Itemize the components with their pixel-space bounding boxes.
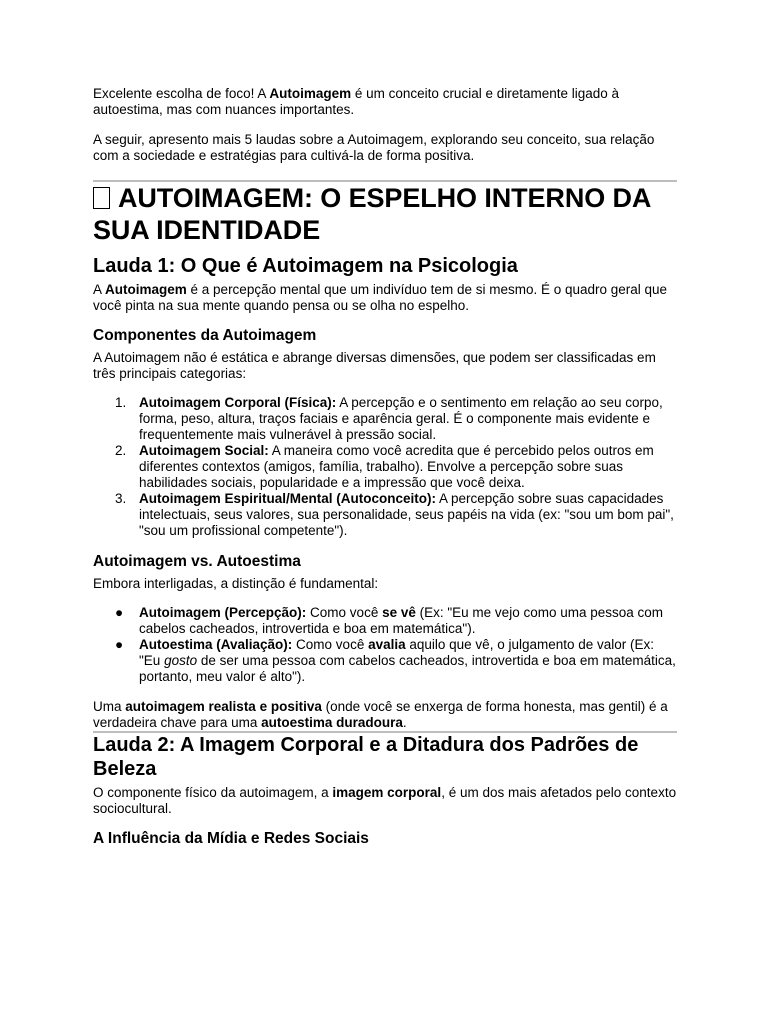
- list-item: ● Autoestima (Avaliação): Como você avalia aquilo que vê, o julgamento de valor (Ex: "Eu gosto de ser uma pessoa com cabelos cacheados, introvertida e boa em matemática, portanto, meu valor é alto").: [115, 637, 676, 684]
- intro-paragraph-2: A seguir, apresento mais 5 laudas sobre a Autoimagem, explorando seu conceito, sua relação com a sociedade e estratégias para cultivá-la de forma positiva.: [93, 132, 655, 163]
- document-title: AUTOIMAGEM: O ESPELHO INTERNO DA SUA IDENTIDADE: [93, 183, 651, 245]
- document-content: [93, 86, 677, 853]
- lauda-2-paragraph: O componente físico da autoimagem, a imagem corporal, é um dos mais afetados pelo contexto sociocultural.: [93, 785, 677, 816]
- vs-heading: Autoimagem vs. Autoestima: [93, 553, 301, 570]
- list-item: 2. Autoimagem Social: A maneira como você acredita que é percebido pelos outros em diferentes contextos (amigos, família, trabalho). Envolve a percepção sobre suas habilidades sociais, popularidade e a impressão que você deixa.: [115, 443, 654, 490]
- bullet-icon: ●: [115, 605, 124, 620]
- lauda-2-heading: Lauda 2: A Imagem Corporal e a Ditadura dos Padrões de Beleza: [93, 734, 639, 780]
- list-item: 1. Autoimagem Corporal (Física): A percepção e o sentimento em relação ao seu corpo, forma, peso, altura, traços faciais e aparência geral. É o componente mais evidente e frequentemente mais vulnerável à pressão social.: [115, 395, 663, 442]
- components-list: [93, 395, 677, 539]
- components-heading: Componentes da Autoimagem: [93, 327, 317, 344]
- components-intro: A Autoimagem não é estática e abrange diversas dimensões, que podem ser classificadas em três principais categorias:: [93, 350, 656, 381]
- bullet-icon: ●: [115, 637, 124, 652]
- closing-paragraph: Uma autoimagem realista e positiva (onde você se enxerga de forma honesta, mas gentil) é a verdadeira chave para uma autoestima duradoura.: [93, 699, 668, 730]
- vs-list: [93, 605, 677, 685]
- intro-paragraph-1: Excelente escolha de foco! A Autoimagem é um conceito crucial e diretamente ligado à autoestima, mas com nuances importantes.: [93, 86, 620, 117]
- list-item: 3. Autoimagem Espiritual/Mental (Autoconceito): A percepção sobre suas capacidades intelectuais, seus valores, sua personalidade, seus papéis na vida (ex: "sou um bom pai", "sou um profissional competente").: [115, 491, 674, 538]
- list-item: ● Autoimagem (Percepção): Como você se vê (Ex: "Eu me vejo como uma pessoa com cabelos cacheados, introvertida e boa em matemática").: [115, 605, 664, 636]
- lauda-1-heading: Lauda 1: O Que é Autoimagem na Psicologia: [93, 255, 518, 277]
- lauda-1-paragraph: A Autoimagem é a percepção mental que um indivíduo tem de si mesmo. É o quadro geral que você pinta na sua mente quando pensa ou se olha no espelho.: [93, 282, 668, 313]
- vs-intro: Embora interligadas, a distinção é fundamental:: [93, 576, 379, 591]
- missing-glyph-icon: [93, 187, 110, 209]
- media-heading: A Influência da Mídia e Redes Sociais: [93, 830, 369, 847]
